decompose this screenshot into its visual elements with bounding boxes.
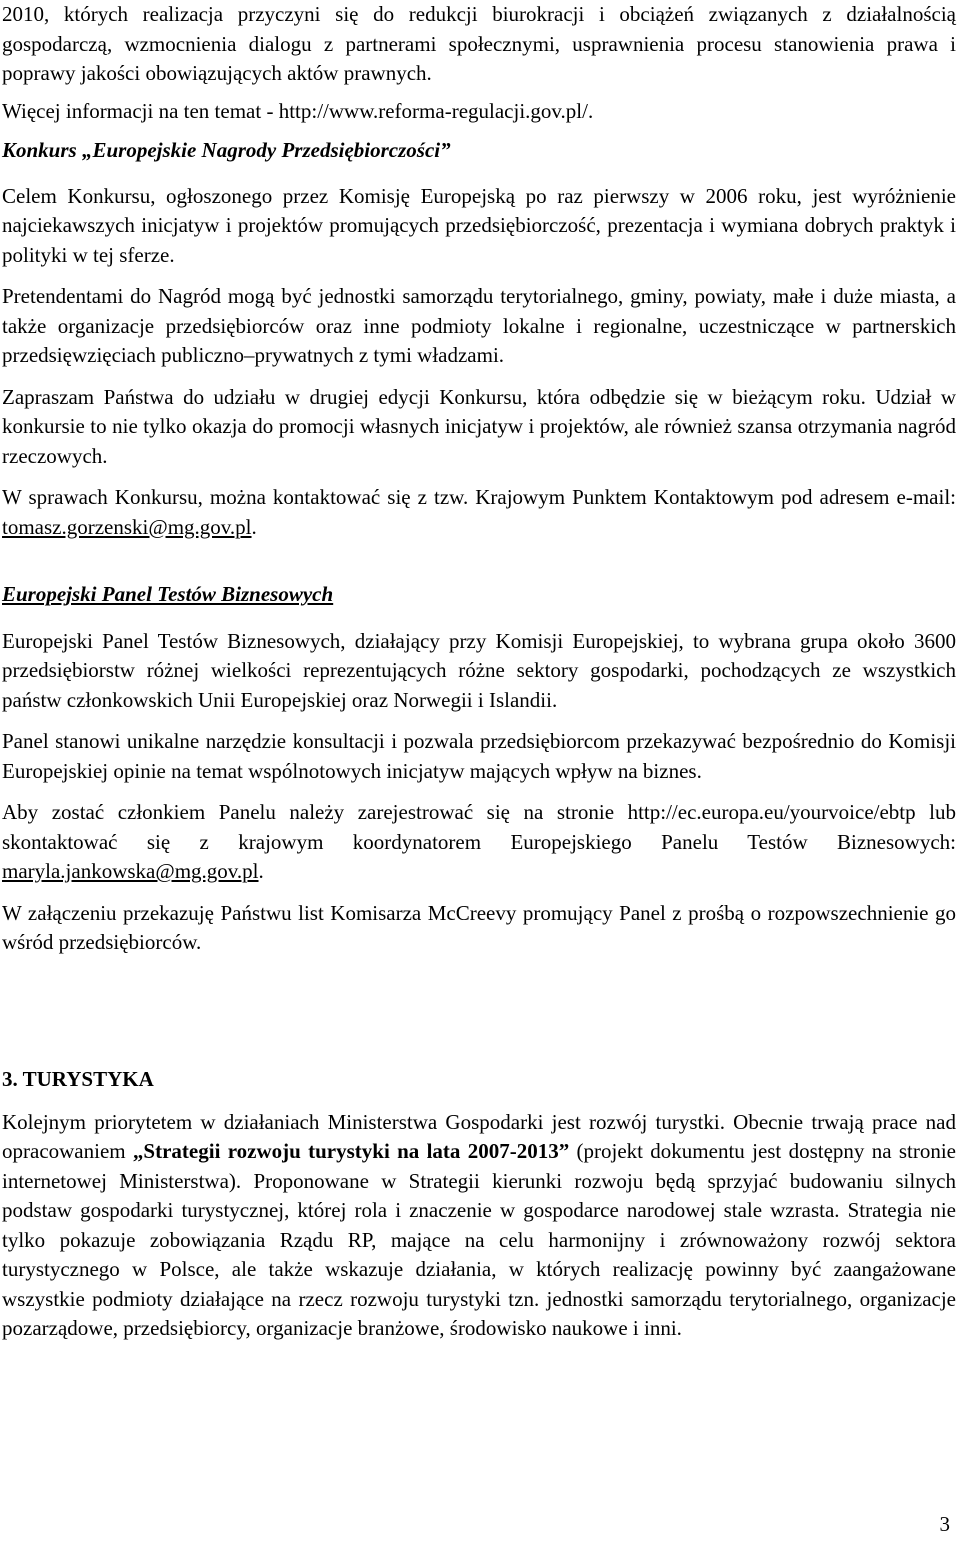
panel-paragraph-4: W załączeniu przekazuję Państwu list Komisarza McCreevy promujący Panel z prośbą o rozpowszechnienie go wśród przedsiębiorców. (2, 900, 956, 954)
konkurs-heading: Konkurs „Europejskie Nagrody Przedsiębiorczości” (2, 138, 451, 162)
strategy-title: „Strategii rozwoju turystyki na lata 2007-2013” (132, 1139, 570, 1163)
panel-section (2, 580, 956, 958)
panel-email-link[interactable]: maryla.jankowska@mg.gov.pl (2, 859, 259, 883)
konkurs-contact-text: W sprawach Konkursu, można kontaktować się z tzw. Krajowym Punktem Kontaktowym pod adresem e-mail: (2, 485, 956, 509)
panel-register-end: . (258, 859, 264, 883)
panel-paragraph-2: Panel stanowi unikalne narzędzie konsultacji i pozwala przedsiębiorcom przekazywać bezpośrednio do Komisji Europejskiej opinie na temat wspólnotowych inicjatyw mających wpływ na biznes. (2, 729, 956, 783)
turystyka-heading: 3. TURYSTYKA (2, 1067, 154, 1091)
turystyka-text-rest: (projekt dokumentu jest dostępny na stronie internetowej Ministerstwa). Proponowane w Strategii kierunki rozwoju będą sprzyjać budowaniu silnych podstaw gospodarki turystycznej, której rola i znaczenie w gospodarce narodowej stale wzrasta. Strategia nie tylko pokazuje zobowiązania Rządu RP, mające na celu harmonijny i zrównoważony rozwój sektora turystycznego w Polsce, ale także wskazuje działania, w których realizację powinny być zaangażowane wszystkie podmioty działające na rzecz rozwoju turystyki tzn. jednostki samorządu terytorialnego, organizacje pozarządowe, przedsiębiorcy, organizacje branżowe, środowisko naukowe i inni. (2, 1139, 956, 1340)
page-number: 3 (939, 1512, 950, 1536)
konkurs-paragraph-4 (2, 483, 956, 542)
konkurs-section (2, 136, 956, 542)
konkurs-contact-end: . (251, 514, 257, 539)
panel-paragraph-3 (2, 798, 956, 887)
more-info-line: Więcej informacji na ten temat - http://www.reforma-regulacji.gov.pl/. (2, 98, 594, 123)
konkurs-paragraph-1: Celem Konkursu, ogłoszonego przez Komisję Europejską po raz pierwszy w 2006 roku, jest wyróżnienie najciekawszych inicjatyw i projektów promujących przedsiębiorczość, prezentacja i wymiana dobrych praktyk i polityki w tej sferze. (2, 183, 956, 267)
konkurs-paragraph-3: Zapraszam Państwa do udziału w drugiej edycji Konkursu, która odbędzie się w bieżącym roku. Udział w konkursie to nie tylko okazja do promocji własnych inicjatyw i projektów, ale również szansa otrzymania nagród rzeczowych. (2, 384, 956, 468)
konkurs-email-link[interactable]: tomasz.gorzenski@mg.gov.pl (2, 514, 252, 539)
turystyka-paragraph (2, 1108, 956, 1344)
turystyka-text-start: Kolejnym priorytetem w działaniach Ministerstwa Gospodarki jest rozwój turystki. Obecnie trwają prace nad opracowaniem (2, 1109, 956, 1163)
konkurs-paragraph-2: Pretendentami do Nagród mogą być jednostki samorządu terytorialnego, gminy, powiaty, małe i duże miasta, a także organizacje przedsiębiorców oraz inne podmioty lokalne i regionalne, uczestniczące w partnerskich przedsięwzięciach publiczno–prywatnych z tymi władzami. (2, 284, 956, 367)
turystyka-section (2, 1065, 956, 1344)
panel-paragraph-1: Europejski Panel Testów Biznesowych, działający przy Komisji Europejskiej, to wybrana grupa około 3600 przedsiębiorstw różnej wielkości reprezentujących różne sektory gospodarki, pochodzących ze wszystkich państw członkowskich Unii Europejskiej oraz Norwegii i Islandii. (2, 628, 956, 712)
panel-register-text: Aby zostać członkiem Panelu należy zarejestrować się na stronie http://ec.europa.eu/yourvoice/ebtp lub skontaktować się z krajowym koordynatorem Europejskiego Panelu Testów Biznesowych: (2, 800, 956, 854)
intro-section (2, 0, 956, 126)
intro-paragraph: 2010, których realizacja przyczyni się do redukcji biurokracji i obciążeń związanych z działalnością gospodarczą, wzmocnienia dialogu z partnerami społecznymi, usprawnienia procesu stanowienia prawa i poprawy jakości obowiązujących aktów prawnych. (2, 2, 956, 85)
panel-heading: Europejski Panel Testów Biznesowych (2, 582, 334, 606)
